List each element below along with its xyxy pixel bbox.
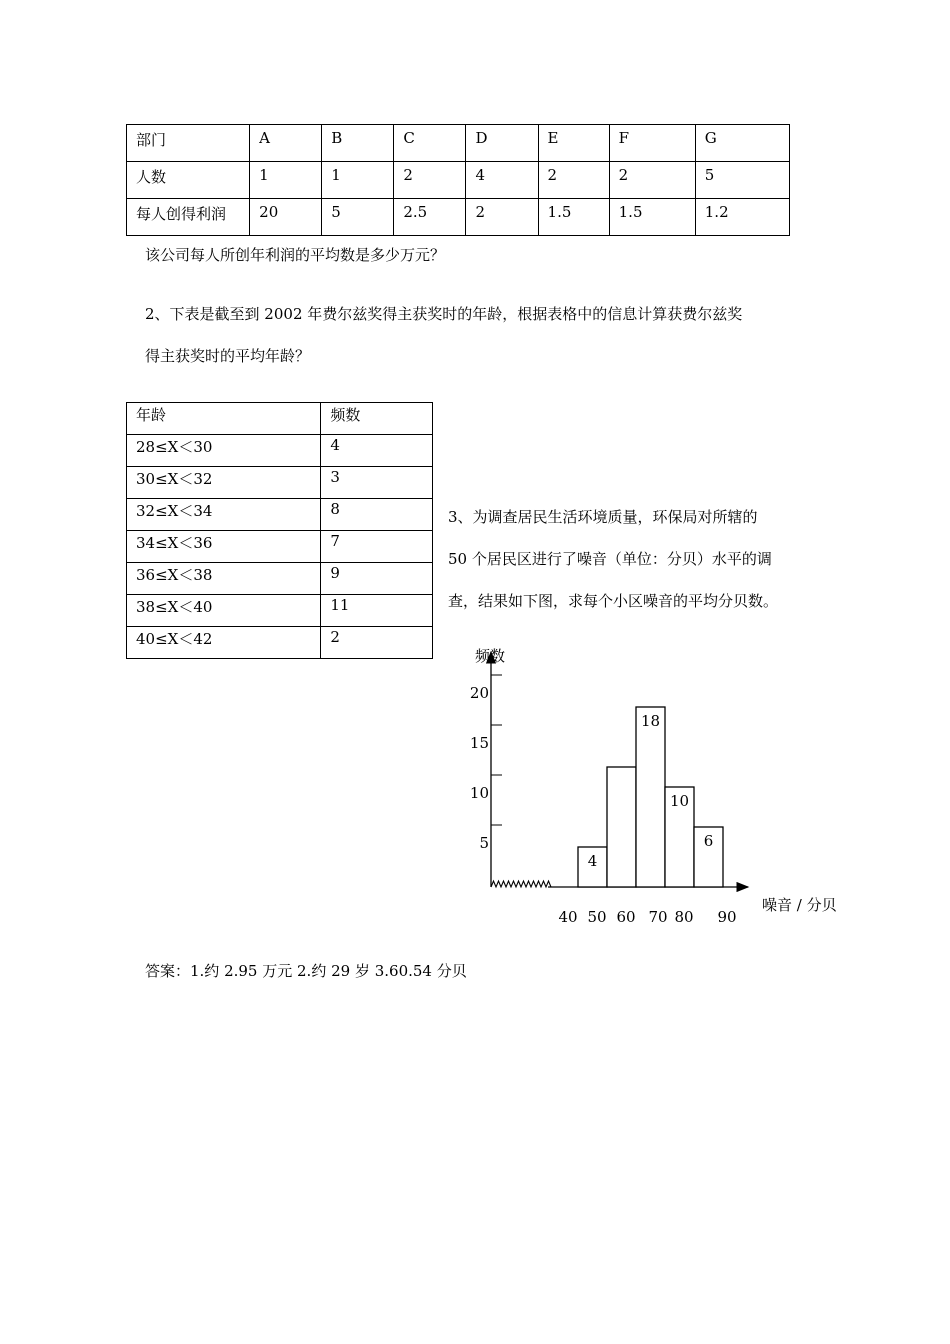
table-cell: 4 — [466, 162, 538, 199]
table-cell: 38≤X＜40 — [127, 595, 321, 627]
table-row — [127, 125, 790, 162]
table-cell: 3 — [321, 467, 433, 499]
table-cell: 32≤X＜34 — [127, 499, 321, 531]
x-tick-label: 90 — [717, 908, 737, 926]
table-row — [127, 531, 433, 563]
table-row — [127, 467, 433, 499]
table-cell: 7 — [321, 531, 433, 563]
table-row — [127, 403, 433, 435]
bar-value-label: 10 — [669, 792, 690, 810]
y-tick-label: 10 — [469, 784, 489, 802]
table-header-cell: 部门 — [127, 125, 250, 162]
question-2-line-1: 2、下表是截至到 2002 年费尔兹奖得主获奖时的年龄，根据表格中的信息计算获费尔兹奖 — [145, 305, 743, 323]
table-cell: 2 — [321, 627, 433, 659]
table-cell: 2.5 — [394, 199, 466, 236]
table-header-cell: 频数 — [321, 403, 433, 435]
x-axis-title: 噪音 / 分贝 — [762, 896, 837, 914]
noise-histogram — [460, 640, 860, 940]
answer-text: 答案：1.约 2.95 万元 2.约 29 岁 3.60.54 分贝 — [145, 962, 467, 980]
table-cell: 1.2 — [695, 199, 789, 236]
histogram-bar — [607, 767, 636, 887]
table-header-cell: F — [609, 125, 695, 162]
bar-value-label: 18 — [640, 712, 661, 730]
table-cell: 5 — [322, 199, 394, 236]
table-cell: 1 — [250, 162, 322, 199]
table-header-cell: 年龄 — [127, 403, 321, 435]
table-header-cell: G — [695, 125, 789, 162]
table-cell: 34≤X＜36 — [127, 531, 321, 563]
table-row — [127, 162, 790, 199]
table-row — [127, 499, 433, 531]
table-header-cell: B — [322, 125, 394, 162]
age-frequency-table — [126, 402, 433, 659]
table-cell: 1.5 — [538, 199, 609, 236]
table-cell: 5 — [695, 162, 789, 199]
table-header-cell: C — [394, 125, 466, 162]
question-2-line-2: 得主获奖时的平均年龄？ — [145, 347, 311, 365]
bar-value-label: 4 — [587, 852, 598, 870]
table-cell: 1 — [322, 162, 394, 199]
table-row — [127, 435, 433, 467]
question-1-text: 该公司每人所创年利润的平均数是多少万元？ — [145, 246, 446, 264]
table-row — [127, 595, 433, 627]
y-axis-title: 频数 — [475, 647, 506, 665]
table-header-cell: D — [466, 125, 538, 162]
question-3-line-3: 查，结果如下图，求每个小区噪音的平均分贝数。 — [448, 592, 779, 610]
axis-break — [491, 881, 551, 887]
table-cell: 2 — [466, 199, 538, 236]
table-cell: 人数 — [127, 162, 250, 199]
y-tick-label: 5 — [479, 834, 489, 852]
table-cell: 2 — [609, 162, 695, 199]
question-3-line-2: 50 个居民区进行了噪音（单位：分贝）水平的调 — [448, 550, 772, 568]
table-cell: 2 — [538, 162, 609, 199]
table-cell: 40≤X＜42 — [127, 627, 321, 659]
table-cell: 36≤X＜38 — [127, 563, 321, 595]
table-cell: 4 — [321, 435, 433, 467]
question-3-line-1: 3、为调查居民生活环境质量，环保局对所辖的 — [448, 508, 758, 526]
table-cell: 9 — [321, 563, 433, 595]
x-tick-label: 50 — [587, 908, 607, 926]
table-cell: 30≤X＜32 — [127, 467, 321, 499]
table-row — [127, 563, 433, 595]
x-tick-label: 80 — [674, 908, 694, 926]
histogram-bar — [636, 707, 665, 887]
table-cell: 20 — [250, 199, 322, 236]
table-cell: 1.5 — [609, 199, 695, 236]
table-row — [127, 627, 433, 659]
table-row — [127, 199, 790, 236]
y-tick-label: 20 — [469, 684, 489, 702]
x-tick-label: 70 — [648, 908, 668, 926]
table-cell: 每人创得利润 — [127, 199, 250, 236]
table-cell: 2 — [394, 162, 466, 199]
bar-value-label: 6 — [703, 832, 714, 850]
table-cell: 28≤X＜30 — [127, 435, 321, 467]
table-cell: 8 — [321, 499, 433, 531]
table-cell: 11 — [321, 595, 433, 627]
x-tick-label: 40 — [558, 908, 578, 926]
profit-table — [126, 124, 790, 236]
x-tick-label: 60 — [616, 908, 636, 926]
y-tick-label: 15 — [469, 734, 489, 752]
table-header-cell: E — [538, 125, 609, 162]
table-header-cell: A — [250, 125, 322, 162]
